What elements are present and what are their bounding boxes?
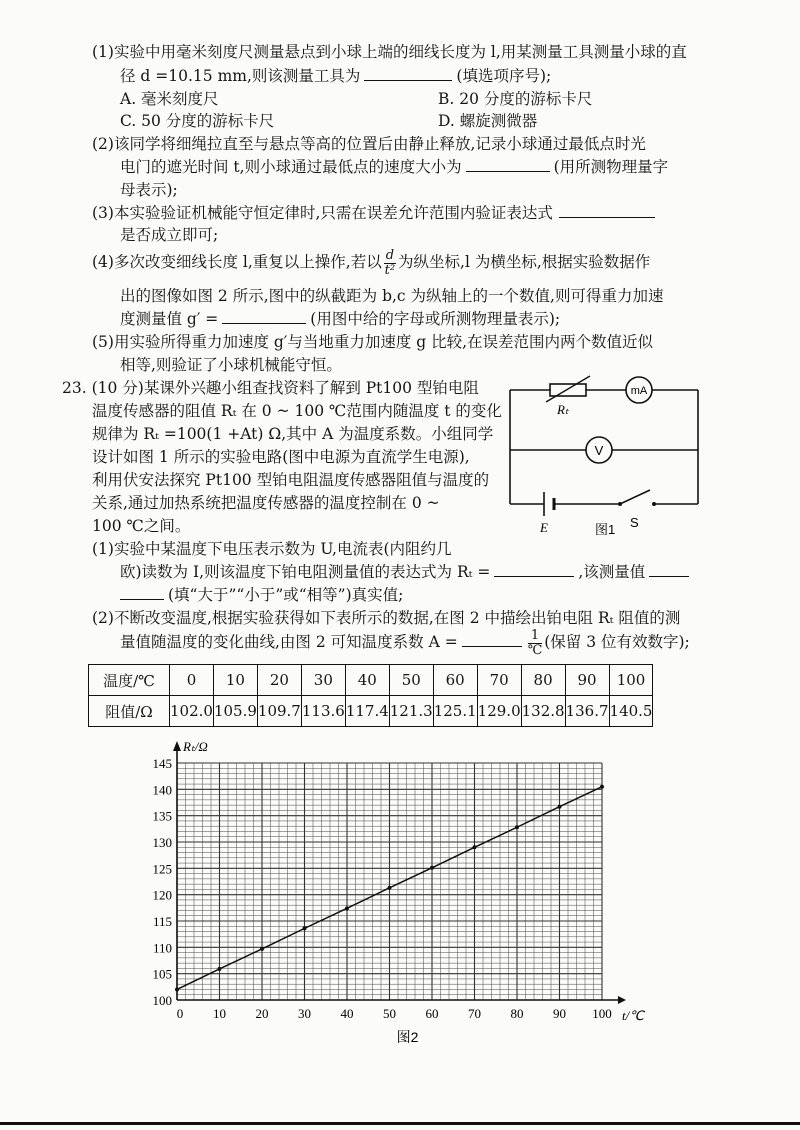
q23-s1-line3	[120, 585, 403, 605]
q3-line2: 是否成立即可;	[120, 226, 219, 244]
table-row	[89, 696, 653, 727]
q4-line3-tail: (用图中给的字母或所测物理量表示);	[310, 310, 561, 328]
fraction-numerator: d	[385, 247, 395, 263]
q2-line2-text: 电门的遮光时间 t,则小球通过最低点的速度大小为	[120, 158, 462, 176]
answer-blank[interactable]	[222, 309, 306, 324]
x-tick-label: 60	[425, 1006, 439, 1021]
table-cell: 70	[477, 665, 521, 696]
q23-line3: 规律为 Rₜ =100(1 +At) Ω,其中 A 为温度系数。小组同学	[92, 425, 494, 443]
data-point	[600, 785, 604, 789]
table-cell: 105.9	[213, 696, 257, 727]
y-tick-label: 140	[152, 782, 172, 798]
data-point	[260, 947, 264, 951]
x-tick-label: 10	[213, 1006, 226, 1021]
data-point	[175, 987, 179, 991]
data-point	[473, 845, 477, 849]
q1-option-b: B. 20 分度的游标卡尺	[438, 90, 593, 108]
q23-s1-line2-text: 欧)读数为 I,则该温度下铂电阻测量值的表达式为 Rₜ =	[120, 563, 491, 581]
x-tick-label: 30	[298, 1006, 311, 1021]
table-cell: 102.0	[170, 696, 214, 727]
y-tick-label: 115	[152, 914, 172, 929]
fraction-denominator: t²	[384, 262, 396, 278]
y-tick-label: 135	[152, 808, 172, 824]
q23-line5: 利用伏安法探究 Pt100 型铂电阻温度传感器阻值与温度的	[92, 471, 490, 489]
q1-option-d: D. 螺旋测微器	[438, 112, 538, 130]
y-tick-label: 110	[152, 940, 172, 956]
fraction-denominator: ℃	[527, 642, 543, 658]
answer-blank[interactable]	[462, 632, 522, 647]
q3-line1	[92, 203, 655, 223]
q4-line1-text: (4)多次改变细线长度 l,重复以上操作,若以	[92, 253, 382, 271]
answer-blank[interactable]	[494, 562, 574, 577]
q1-line1: (1)实验中用毫米刻度尺测量悬点到小球上端的细线长度为 l,用某测量工具测量小球的直	[92, 43, 687, 61]
rt-resistor	[550, 384, 586, 396]
temperature-resistance-table	[88, 664, 653, 727]
resistance-temperature-chart	[130, 735, 690, 1045]
q4-line1-tail: 为纵坐标,l 为横坐标,根据实验数据作	[398, 253, 651, 271]
table-cell: 40	[345, 665, 389, 696]
q4-line3-text: 度测量值 g′ =	[120, 310, 219, 328]
q5-line2: 相等,则验证了小球机械能守恒。	[120, 356, 342, 374]
x-tick-label: 0	[176, 1006, 184, 1021]
data-point	[345, 906, 349, 910]
q2-line3: 母表示);	[120, 181, 178, 199]
fraction-numerator: 1	[528, 629, 543, 644]
q23-line6: 关系,通过加热系统把温度传感器的温度控制在 0 ~	[92, 494, 440, 512]
circuit-diagram	[500, 372, 710, 537]
q2-line2-tail: (用所测物理量字	[553, 158, 669, 176]
q23-s1-line1: (1)实验中某温度下电压表示数为 U,电流表(内阻约几	[92, 540, 452, 558]
data-point	[218, 967, 222, 971]
x-axis-arrow	[618, 996, 626, 1004]
q1-line2	[120, 66, 551, 86]
table-cell: 30	[301, 665, 345, 696]
q23-s1-line2-tail: ,该测量值	[578, 563, 646, 581]
x-tick-label: 40	[340, 1006, 354, 1021]
answer-blank[interactable]	[466, 157, 550, 172]
table-cell: 140.5	[609, 696, 653, 727]
chart-title: 图2	[396, 1029, 419, 1045]
table-row	[89, 665, 653, 696]
table-cell: 100	[609, 665, 653, 696]
table-cell: 0	[170, 665, 214, 696]
q23-line2: 温度传感器的阻值 Rₜ 在 0 ~ 100 ℃范围内随温度 t 的变化	[92, 402, 502, 420]
data-point	[430, 866, 434, 870]
per-degree-fraction	[528, 629, 543, 658]
ammeter-label: mA	[630, 385, 648, 397]
d-over-t-squared-fraction	[384, 249, 396, 278]
q2-line2	[120, 157, 668, 177]
y-tick-label: 130	[152, 835, 172, 850]
table-cell: 50	[389, 665, 433, 696]
switch-lever	[620, 490, 650, 504]
figure1-caption: 图1	[595, 522, 616, 537]
q4-line3	[120, 309, 560, 329]
q1-line2-text: 径 d =10.15 mm,则该测量工具为	[120, 67, 361, 85]
x-tick-label: 20	[255, 1006, 269, 1021]
x-axis-label: t/℃	[622, 1008, 644, 1023]
voltmeter-label: V	[594, 443, 604, 458]
q23-s2-line2	[120, 625, 690, 659]
answer-blank[interactable]	[559, 203, 655, 218]
table-cell: 109.7	[257, 696, 301, 727]
switch-contact	[652, 502, 656, 506]
q23-line4: 设计如图 1 所示的实验电路(图中电源为直流学生电源),	[92, 448, 470, 466]
data-point	[303, 926, 307, 930]
y-tick-label: 120	[152, 887, 172, 903]
data-point	[388, 886, 392, 890]
table-cell: 90	[565, 665, 609, 696]
q1-option-a: A. 毫米刻度尺	[120, 90, 219, 108]
row-header-temperature: 温度/℃	[89, 665, 170, 696]
table-cell: 20	[257, 665, 301, 696]
q23-s1-line3-text: (填“大于”“小于”或“相等”)真实值;	[168, 586, 404, 604]
x-tick-label: 70	[468, 1006, 481, 1021]
q23-s2-line1: (2)不断改变温度,根据实验获得如下表所示的数据,在图 2 中描绘出铂电阻 Rₜ 阻值的测	[92, 609, 681, 627]
q23-line1: 23. (10 分)某课外兴趣小组查找资料了解到 Pt100 型铂电阻	[62, 379, 479, 397]
table-cell: 60	[433, 665, 477, 696]
q5-line1: (5)用实验所得重力加速度 g′与当地重力加速度 g 比较,在误差范围内两个数值近似	[92, 333, 654, 351]
row-header-resistance: 阻值/Ω	[89, 696, 170, 727]
y-tick-label: 145	[152, 756, 172, 771]
battery-label: E	[540, 520, 548, 535]
y-tick-label: 105	[152, 966, 172, 982]
q23-s1-line2	[120, 562, 689, 582]
q1-option-c: C. 50 分度的游标卡尺	[120, 112, 275, 130]
y-tick-label: 125	[152, 861, 172, 877]
x-tick-label: 100	[592, 1006, 612, 1021]
table-cell: 136.7	[565, 696, 609, 727]
q23-line7: 100 ℃之间。	[92, 517, 191, 535]
q4-line1	[92, 247, 650, 278]
q23-s2-line2-tail: (保留 3 位有效数字);	[544, 633, 690, 651]
table-cell: 113.6	[301, 696, 345, 727]
switch-label: S	[630, 515, 639, 530]
q3-line1-text: (3)本实验验证机械能守恒定律时,只需在误差允许范围内验证表达式	[92, 204, 553, 222]
q1-line2-tail: (填选项序号);	[456, 67, 552, 85]
x-tick-label: 90	[553, 1006, 566, 1021]
data-point	[558, 805, 562, 809]
rt-label: Rₜ	[557, 402, 569, 417]
page-bottom-rule	[0, 1122, 800, 1125]
y-axis-arrow	[173, 741, 181, 751]
q23-s2-line2-text: 量值随温度的变化曲线,由图 2 可知温度系数 A =	[120, 633, 458, 651]
table-cell: 117.4	[345, 696, 389, 727]
table-cell: 129.0	[477, 696, 521, 727]
q4-line2: 出的图像如图 2 所示,图中的纵截距为 b,c 为纵轴上的一个数值,则可得重力加速	[120, 287, 664, 305]
y-tick-label: 100	[152, 993, 172, 1008]
table-cell: 121.3	[389, 696, 433, 727]
table-cell: 132.8	[521, 696, 565, 727]
q2-line1: (2)该同学将细绳拉直至与悬点等高的位置后由静止释放,记录小球通过最低点时光	[92, 135, 646, 153]
table-cell: 80	[521, 665, 565, 696]
answer-blank[interactable]	[364, 66, 452, 81]
table-cell: 10	[213, 665, 257, 696]
answer-blank[interactable]	[649, 562, 689, 577]
x-tick-label: 80	[510, 1006, 524, 1021]
x-tick-label: 50	[383, 1006, 396, 1021]
data-point	[515, 825, 519, 829]
table-cell: 125.1	[433, 696, 477, 727]
answer-blank[interactable]	[120, 585, 164, 600]
y-axis-label: Rₜ/Ω	[183, 739, 208, 754]
